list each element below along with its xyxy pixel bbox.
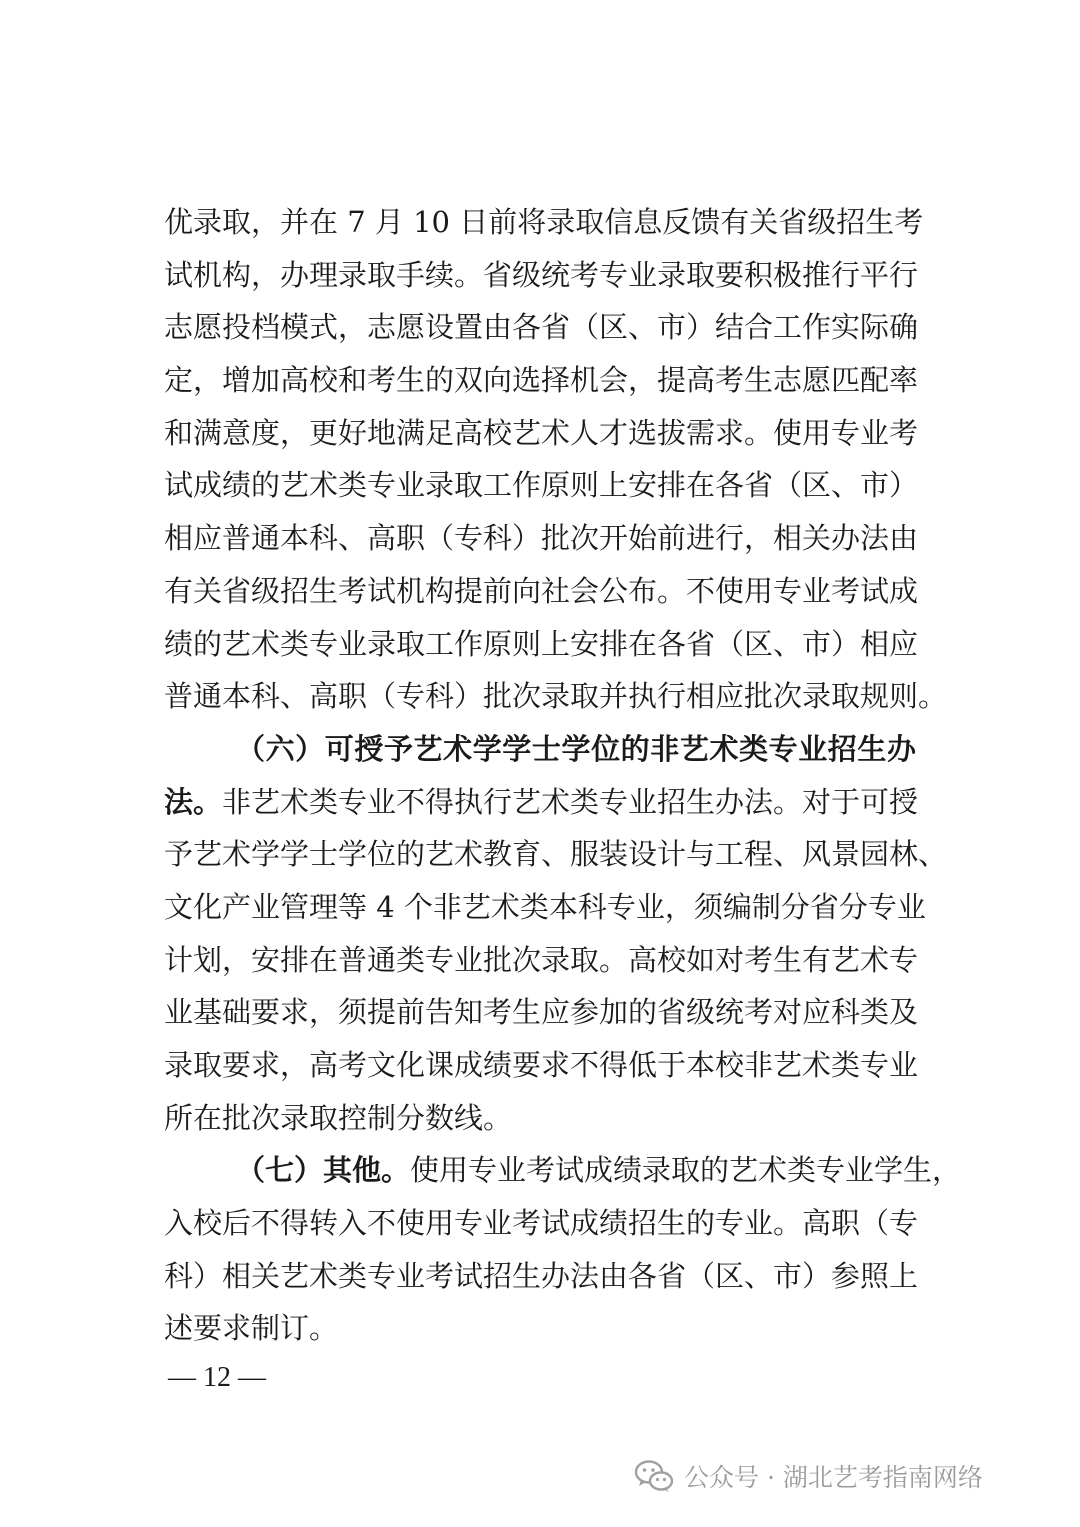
body-line-9: 绩的艺术类专业录取工作原则上安排在各省（区、市）相应	[164, 626, 919, 661]
body-line-8: 有关省级招生考试机构提前向社会公布。不使用专业考试成	[164, 573, 919, 608]
section-6-line-8: 所在批次录取控制分数线。	[164, 1100, 513, 1135]
watermark-text: 公众号 · 湖北艺考指南网络	[684, 1463, 983, 1492]
document-body	[164, 196, 962, 1355]
section-6-line-6: 业基础要求，须提前告知考生应参加的省级统考对应科类及	[164, 995, 919, 1030]
section-6-line-7: 录取要求，高考文化课成绩要求不得低于本校非艺术类专业	[164, 1048, 919, 1082]
section-6-line-2	[164, 776, 919, 829]
section-7-line-1	[164, 1144, 962, 1197]
wechat-icon	[634, 1459, 674, 1493]
section-7-heading: （七）其他。	[236, 1153, 411, 1188]
section-7-line-2: 入校后不得转入不使用专业考试成绩招生的专业。高职（专	[164, 1206, 919, 1241]
body-line-1: 优录取，并在 7 月 10 日前将录取信息反馈有关省级招生考	[164, 205, 924, 239]
body-line-7: 相应普通本科、高职（专科）批次开始前进行，相关办法由	[164, 521, 919, 556]
body-line-2: 试机构，办理录取手续。省级统考专业录取要积极推行平行	[164, 257, 919, 292]
watermark	[634, 1458, 983, 1494]
section-7-line-3: 科）相关艺术类专业考试招生办法由各省（区、市）参照上	[164, 1258, 919, 1293]
body-line-10: 普通本科、高职（专科）批次录取并执行相应批次录取规则。	[164, 679, 948, 714]
page-number: — 12 —	[168, 1362, 266, 1393]
section-7-line-4: 述要求制订。	[164, 1311, 339, 1346]
section-6-heading-end: 法。	[164, 784, 223, 819]
body-line-3: 志愿投档模式，志愿设置由各省（区、市）结合工作实际确	[164, 310, 919, 345]
section-6-line-3: 予艺术学学士学位的艺术教育、服装设计与工程、风景园林、	[164, 837, 948, 872]
body-line-6: 试成绩的艺术类专业录取工作原则上安排在各省（区、市）	[164, 468, 919, 503]
section-6-line-2-text: 非艺术类专业不得执行艺术类专业招生办法。对于可授	[222, 784, 919, 819]
body-line-5: 和满意度，更好地满足高校艺术人才选拔需求。使用专业考	[164, 415, 919, 450]
section-6-line-5: 计划，安排在普通类专业批次录取。高校如对考生有艺术专	[164, 942, 919, 977]
body-line-4: 定，增加高校和考生的双向选择机会，提高考生志愿匹配率	[164, 363, 919, 398]
section-6-heading-line	[164, 723, 916, 776]
section-6-heading: （六）可授予艺术学学士学位的非艺术类专业招生办	[236, 731, 916, 766]
section-6-line-4: 文化产业管理等 4 个非艺术类本科专业，须编制分省分专业	[164, 889, 926, 924]
section-7-line-1-text: 使用专业考试成绩录取的艺术类专业学生，	[410, 1153, 962, 1188]
